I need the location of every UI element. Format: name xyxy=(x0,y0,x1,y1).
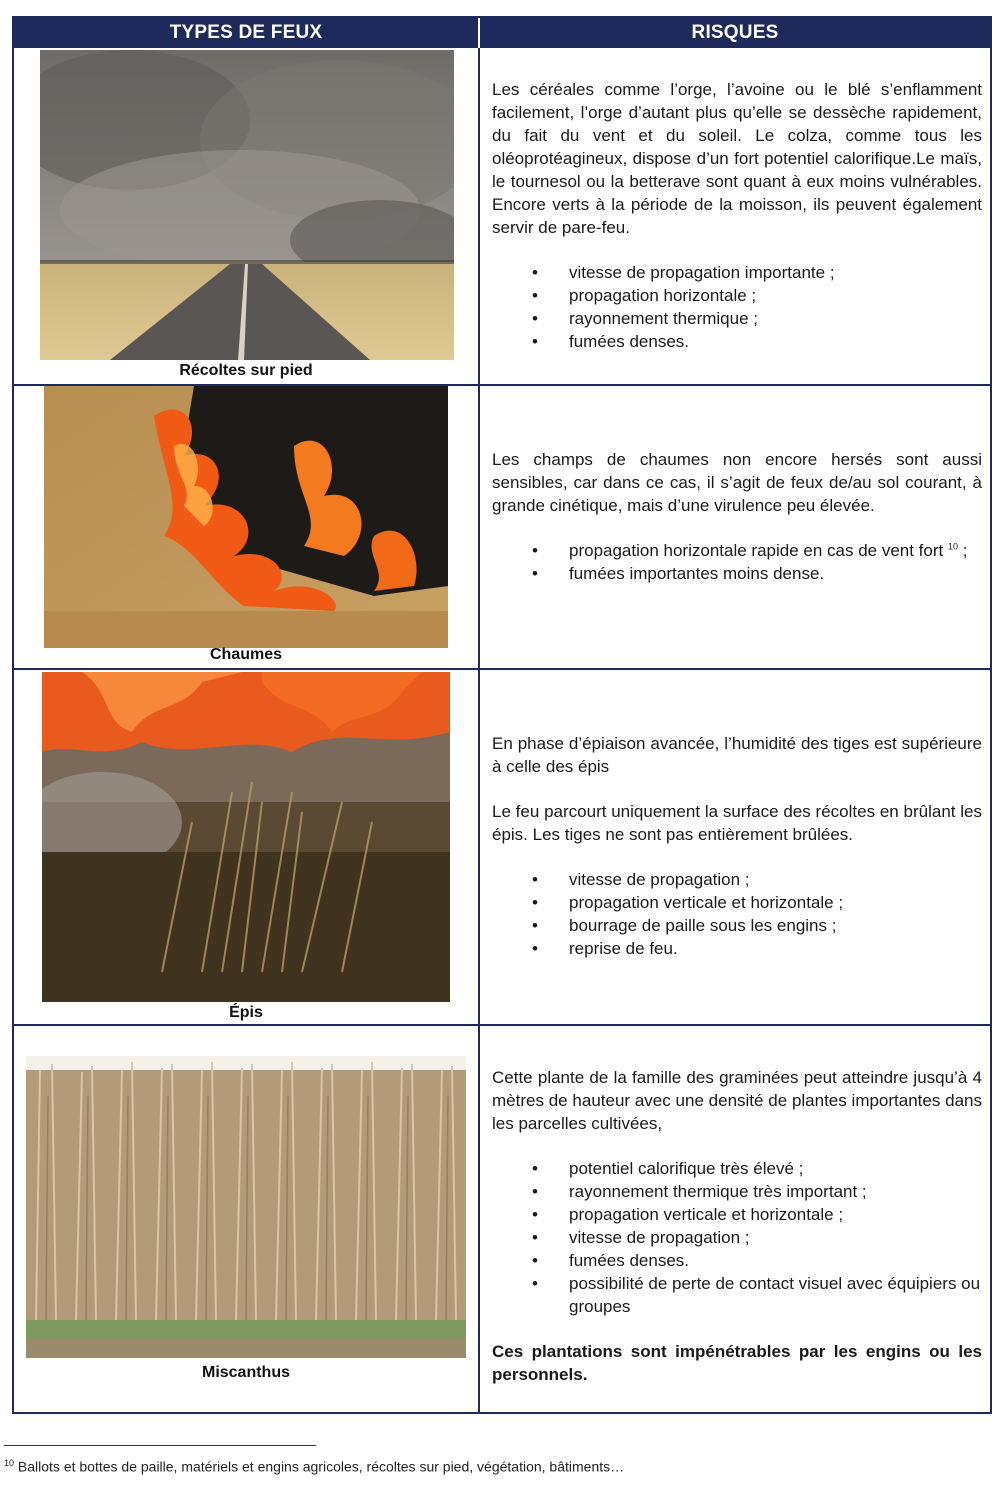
table-row-chaumes xyxy=(14,386,990,668)
photo-stubble-fire xyxy=(44,386,448,648)
list-item: • rayonnement thermique très important ; xyxy=(532,1182,867,1201)
image-cell xyxy=(14,386,478,668)
risk-cell-chaumes xyxy=(492,448,982,585)
risk-paragraph: Les champs de chaumes non encore hersés sont aussi sensibles, car dans ce cas, il s’agit de feux de/au sol courant, à grande cinétique, mais d’une virulence peu élevée. xyxy=(492,450,982,515)
list-item: • bourrage de paille sous les engins ; xyxy=(532,916,837,935)
table-row-miscanthus xyxy=(14,1026,990,1412)
bullet-icon: • xyxy=(532,1159,538,1178)
caption-recoltes: Récoltes sur pied xyxy=(179,362,313,379)
list-item: • fumées importantes moins dense. xyxy=(532,564,825,583)
image-cell xyxy=(14,1026,478,1412)
risk-list xyxy=(492,1157,982,1318)
bullet-icon: • xyxy=(532,1228,538,1247)
photo-smoke-road xyxy=(40,50,454,360)
bullet-icon: • xyxy=(532,286,538,305)
table-header xyxy=(14,18,990,48)
header-types-de-feux: TYPES DE FEUX xyxy=(169,22,323,43)
risk-paragraph: Les céréales comme l’orge, l’avoine ou le blé s’enflamment facilement, l’orge d’autant plus qu’elle se dessèche rapidement, du fait du vent et du soleil. Le colza, comme tous les oléoprotéagineux, dispose d’un fort potentiel calorifique.Le maïs, le tournesol ou la betterave sont quant à eux moins vulnérables. Encore verts à la période de la moisson, ils peuvent également servir de pare-feu. xyxy=(492,80,982,237)
footnote xyxy=(4,1458,624,1475)
bullet-icon: • xyxy=(532,1274,538,1293)
caption-chaumes: Chaumes xyxy=(209,646,283,663)
bullet-icon: • xyxy=(532,893,538,912)
bullet-icon: • xyxy=(532,263,538,282)
bullet-icon: • xyxy=(532,1182,538,1201)
bullet-icon: • xyxy=(532,332,538,351)
bullet-icon: • xyxy=(532,916,538,935)
risk-cell-recoltes xyxy=(492,78,982,353)
list-item: • vitesse de propagation ; xyxy=(532,1228,750,1247)
list-item: • possibilité de perte de contact visuel avec équipiers ou groupes xyxy=(532,1274,981,1316)
caption-epis: Épis xyxy=(229,1004,263,1021)
table-row-epis xyxy=(14,670,990,1024)
footnote-number: 10 xyxy=(4,1458,15,1468)
image-cell xyxy=(14,48,478,384)
footnote-ref: 10 xyxy=(947,541,958,552)
risk-paragraph: En phase d’épiaison avancée, l’humidité des tiges est supérieure à celle des épis xyxy=(492,734,982,776)
risk-list xyxy=(492,261,982,353)
risk-cell-epis xyxy=(492,732,982,960)
bullet-icon: • xyxy=(532,1205,538,1224)
caption-miscanthus: Miscanthus xyxy=(201,1364,290,1381)
bullet-icon: • xyxy=(532,939,538,958)
bullet-icon: • xyxy=(532,1251,538,1270)
list-item: • propagation verticale et horizontale ; xyxy=(532,893,844,912)
list-item: • fumées denses. xyxy=(532,332,690,351)
fire-types-table xyxy=(12,16,992,1414)
bullet-icon: • xyxy=(532,309,538,328)
list-item: • propagation horizontale ; xyxy=(532,286,757,305)
table-row-recoltes xyxy=(14,48,990,384)
bullet-icon: • xyxy=(532,541,538,560)
bullet-icon: • xyxy=(532,870,538,889)
risk-paragraph: Cette plante de la famille des graminées peut atteindre jusqu’à 4 mètres de hauteur avec une densité de plantes importantes dans les parcelles cultivées, xyxy=(492,1068,982,1133)
risk-note-bold: Ces plantations sont impénétrables par les engins ou les personnels. xyxy=(492,1342,982,1384)
photo-miscanthus xyxy=(26,1056,466,1358)
footnote-text: Ballots et bottes de paille, matériels et engins agricoles, récoltes sur pied, végétation, bâtiments… xyxy=(17,1458,625,1475)
list-item: • vitesse de propagation importante ; xyxy=(532,263,835,282)
list-item: • fumées denses. xyxy=(532,1251,690,1270)
list-item: • reprise de feu. xyxy=(532,939,678,958)
risk-list xyxy=(492,868,982,960)
risk-paragraph: Le feu parcourt uniquement la surface des récoltes en brûlant les épis. Les tiges ne sont pas entièrement brûlées. xyxy=(492,802,982,844)
list-item: • rayonnement thermique ; xyxy=(532,309,758,328)
list-item: • vitesse de propagation ; xyxy=(532,870,750,889)
risk-list xyxy=(492,539,982,585)
list-item: • propagation verticale et horizontale ; xyxy=(532,1205,844,1224)
list-item: • propagation horizontale rapide en cas de vent fort $^{10}$ ; xyxy=(532,541,968,560)
list-item: • potentiel calorifique très élevé ; xyxy=(532,1159,804,1178)
photo-ear-fire xyxy=(42,672,450,1002)
risk-cell-miscanthus xyxy=(492,1066,982,1408)
bullet-icon: • xyxy=(532,564,538,583)
footnote-rule xyxy=(4,1445,316,1446)
image-cell xyxy=(14,670,478,1024)
header-risques: RISQUES xyxy=(691,22,779,43)
